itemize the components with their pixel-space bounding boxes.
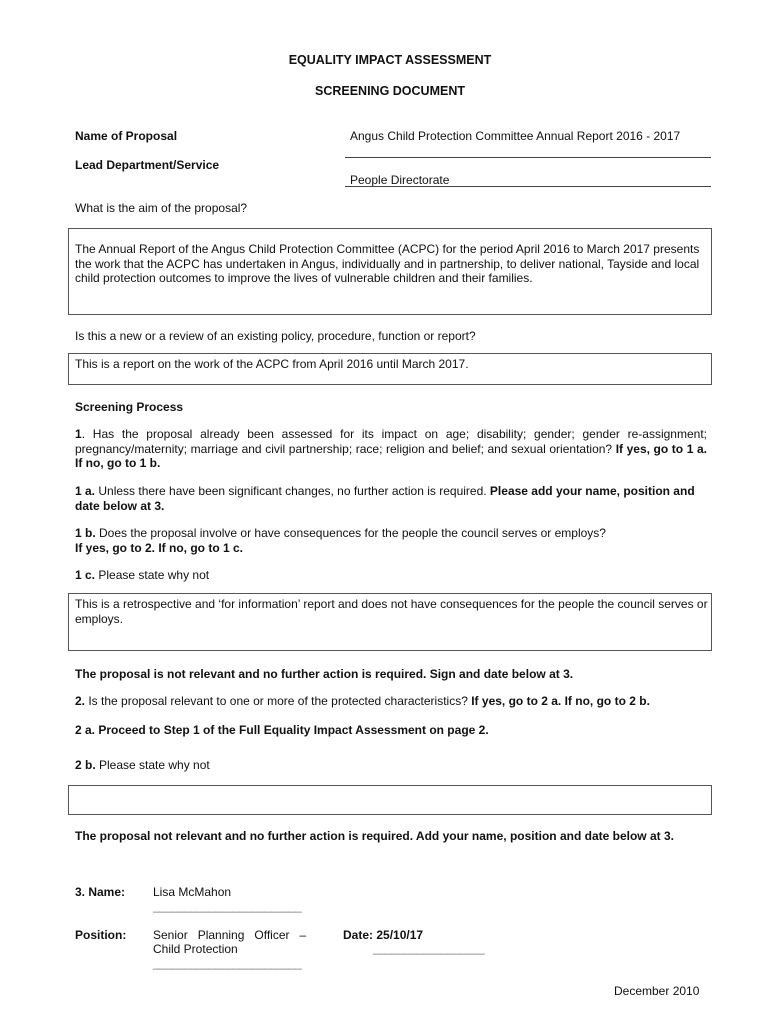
- aim-answer-text: The Annual Report of the Angus Child Protection Committee (ACPC) for the period April 2016 to March 2017 presents the work that the ACPC has undertaken in Angus, individually and in partnership, to deliver national, Tayside and local child protection outcomes to improve the lives of vulnerable children and their families.: [75, 242, 700, 285]
- lead-department-label: Lead Department/Service: [75, 158, 220, 172]
- question-1-number: 1: [75, 427, 82, 441]
- question-1c-number: 1 c.: [75, 568, 96, 582]
- document-title: EQUALITY IMPACT ASSESSMENT: [288, 53, 492, 67]
- aim-question: What is the aim of the proposal?: [75, 201, 248, 215]
- lead-department-underline: [345, 186, 711, 187]
- signoff-date: Date: 25/10/17: [343, 928, 424, 942]
- proposal-name-label: Name of Proposal: [75, 129, 178, 143]
- question-1b-number: 1 b.: [75, 526, 96, 540]
- question-2b-answer-box: [68, 785, 712, 815]
- proposal-name-underline: [345, 157, 711, 158]
- question-2-text: Is the proposal relevant to one or more of the protected characteristics?: [85, 694, 468, 708]
- question-1a-number: 1 a.: [75, 484, 96, 498]
- lead-department-value: People Directorate: [350, 173, 450, 187]
- footer-date: December 2010: [614, 984, 700, 998]
- signoff-position-value: [153, 928, 306, 956]
- screening-process-heading: Screening Process: [75, 400, 184, 414]
- signoff-position-line-2: Child Protection: [153, 942, 238, 956]
- new-or-review-question: Is this a new or a review of an existing policy, procedure, function or report?: [75, 329, 476, 343]
- question-1a: [75, 484, 707, 513]
- signoff-position-line-1: Senior Planning Officer –: [153, 928, 307, 942]
- question-1b-instruction: If yes, go to 2. If no, go to 1 c.: [75, 540, 244, 555]
- question-1a-instruction: Please add your name, position and date below at 3.: [75, 484, 695, 513]
- question-1-instruction: If yes, go to 1 a. If no, go to 1 b.: [75, 441, 707, 470]
- document-subtitle: SCREENING DOCUMENT: [314, 84, 465, 98]
- signoff-name-value: Lisa McMahon: [153, 885, 232, 899]
- question-2b: [75, 758, 707, 773]
- question-1c: [75, 568, 707, 583]
- question-1-text: . Has the proposal already been assessed for its impact on age; disability; gender; gender re-assignment; pregnancy/maternity; marriage and civil partnership; race; religion and belief; and sexual orientation?: [75, 427, 707, 456]
- not-relevant-statement-1: The proposal is not relevant and no further action is required. Sign and date below at 3.: [75, 667, 574, 681]
- signoff-position-label: Position:: [75, 928, 127, 942]
- new-or-review-answer-text: This is a report on the work of the ACPC from April 2016 until March 2017.: [75, 357, 469, 371]
- not-relevant-statement-2: The proposal not relevant and no further action is required. Add your name, position and date below at 3.: [75, 829, 674, 843]
- question-1: [75, 427, 707, 471]
- signoff-name-label: 3. Name:: [75, 885, 126, 899]
- question-1b: [75, 526, 707, 555]
- question-2: [75, 694, 707, 709]
- question-2b-number: 2 b.: [75, 758, 96, 772]
- proposal-name-value: Angus Child Protection Committee Annual Report 2016 - 2017: [350, 129, 681, 143]
- question-2a: 2 a. Proceed to Step 1 of the Full Equality Impact Assessment on page 2.: [75, 723, 489, 737]
- signoff-date-underline: __________________: [373, 941, 485, 955]
- signoff-position-underline: ________________________: [153, 956, 302, 970]
- question-1c-answer-text: This is a retrospective and ‘for information’ report and does not have consequences for the people the council serves or employs.: [75, 597, 708, 626]
- question-2b-text: Please state why not: [95, 758, 210, 772]
- question-1a-text: Unless there have been significant changes, no further action is required.: [95, 484, 487, 498]
- question-2-number: 2.: [75, 694, 86, 708]
- question-1c-text: Please state why not: [95, 568, 210, 582]
- question-2-instruction: If yes, go to 2 a. If no, go to 2 b.: [467, 694, 650, 708]
- signoff-name-underline: ________________________: [153, 899, 302, 913]
- question-1b-text: Does the proposal involve or have consequences for the people the council serves or employs?: [95, 526, 606, 540]
